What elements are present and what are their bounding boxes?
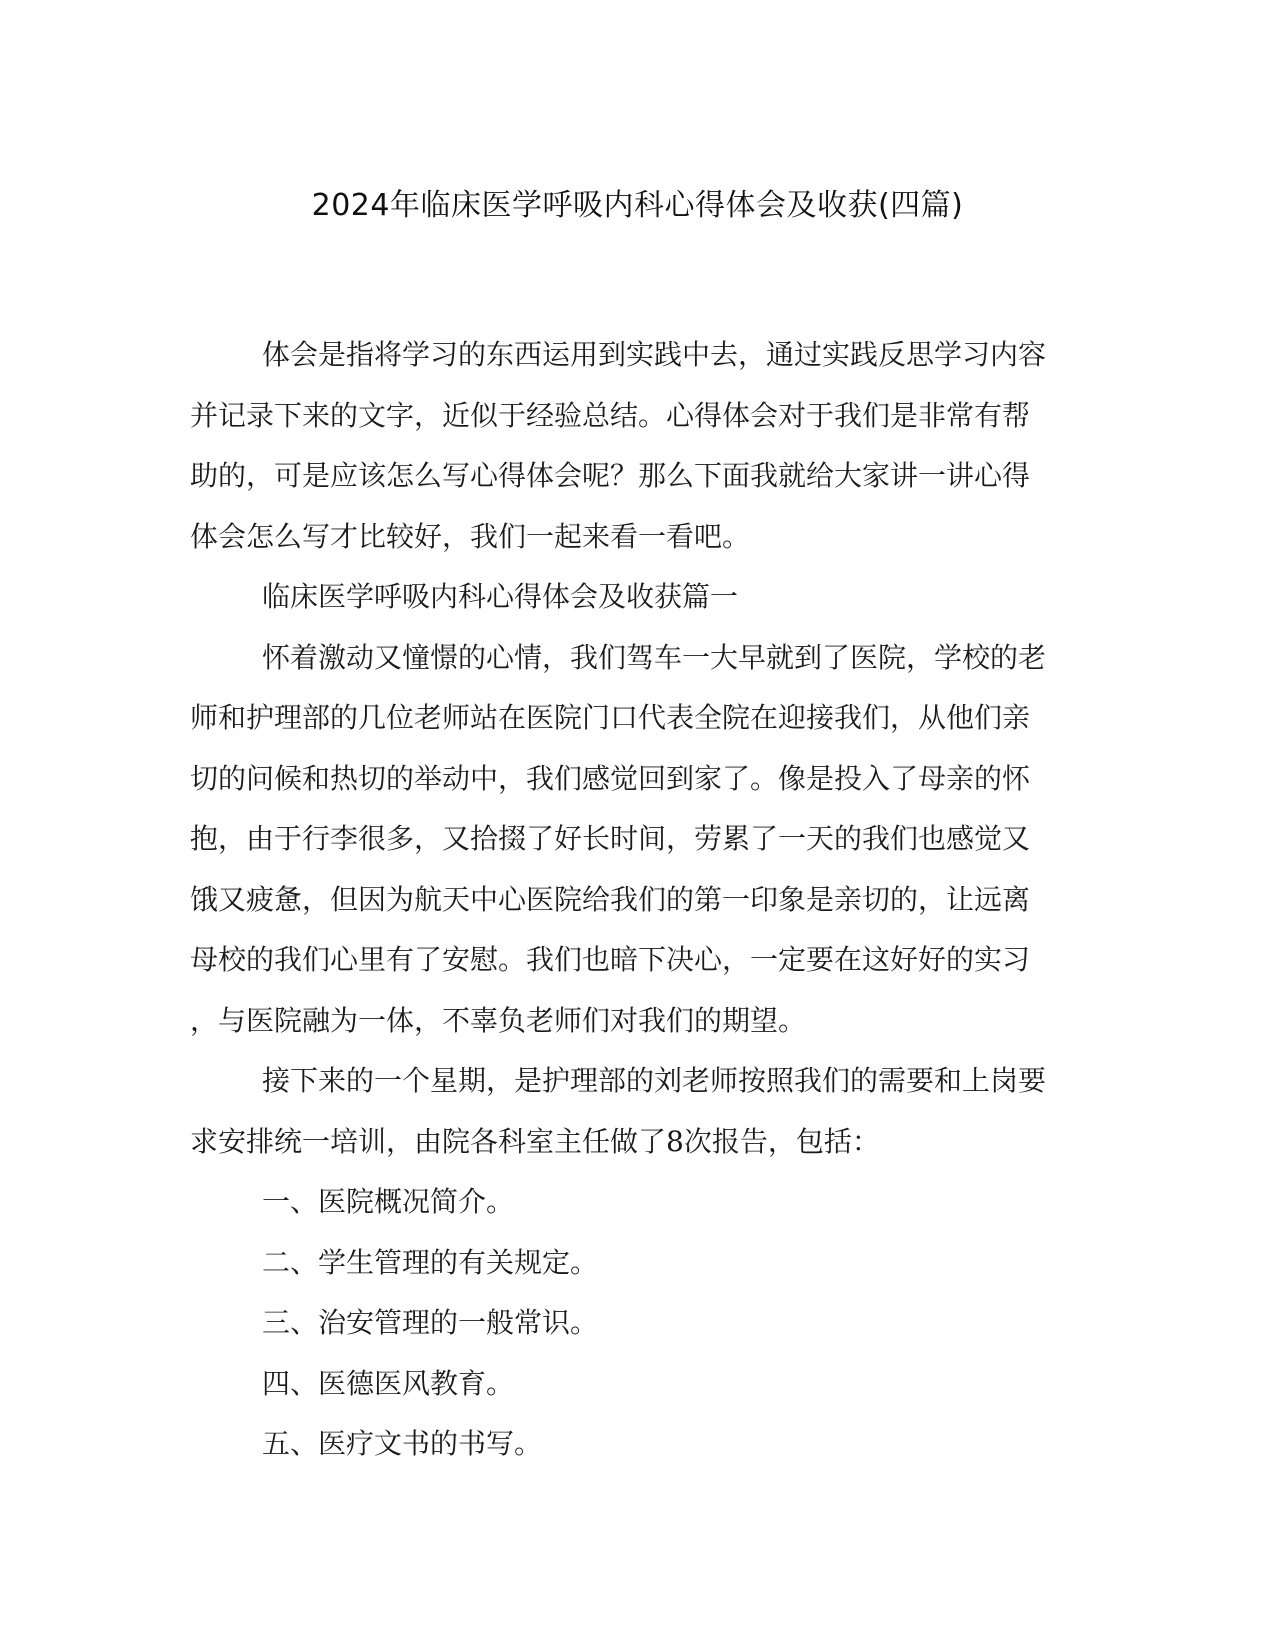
text-line: 二、学生管理的有关规定。	[262, 1245, 599, 1279]
document-body	[190, 325, 1080, 1475]
text-line: 助的，可是应该怎么写心得体会呢？那么下面我就给大家讲一讲心得	[190, 459, 1031, 492]
text-line: 饿又疲惫，但因为航天中心医院给我们的第一印象是亲切的，让远离	[190, 882, 1031, 916]
text-line: 四、医德医风教育。	[262, 1366, 515, 1400]
text-line: 三、治安管理的一般常识。	[262, 1306, 599, 1339]
text-line: 体会是指将学习的东西运用到实践中去，通过实践反思学习内容	[262, 338, 1047, 371]
text-line: 五、医疗文书的书写。	[262, 1427, 543, 1460]
text-line: ，与医院融为一体，不辜负老师们对我们的期望。	[190, 1003, 807, 1037]
text-line: 师和护理部的几位老师站在医院门口代表全院在迎接我们，从他们亲	[190, 701, 1031, 734]
text-line: 求安排统一培训，由院各科室主任做了8次报告，包括：	[190, 1124, 880, 1158]
text-line: 怀着激动又憧憬的心情，我们驾车一大早就到了医院，学校的老	[262, 640, 1047, 674]
text-line: 一、医院概况简介。	[262, 1185, 515, 1218]
text-line: 临床医学呼吸内科心得体会及收获篇一	[262, 580, 739, 613]
document-title: 2024年临床医学呼吸内科心得体会及收获(四篇)	[311, 188, 964, 223]
text-line: 抱，由于行李很多，又拾掇了好长时间，劳累了一天的我们也感觉又	[190, 822, 1031, 855]
text-line: 切的问候和热切的举动中，我们感觉回到家了。像是投入了母亲的怀	[190, 761, 1031, 795]
text-line: 母校的我们心里有了安慰。我们也暗下决心，一定要在这好好的实习	[190, 943, 1031, 976]
text-line: 并记录下来的文字，近似于经验总结。心得体会对于我们是非常有帮	[190, 398, 1031, 432]
text-line: 接下来的一个星期，是护理部的刘老师按照我们的需要和上岗要	[262, 1064, 1047, 1097]
text-line: 体会怎么写才比较好，我们一起来看一看吧。	[190, 519, 751, 553]
